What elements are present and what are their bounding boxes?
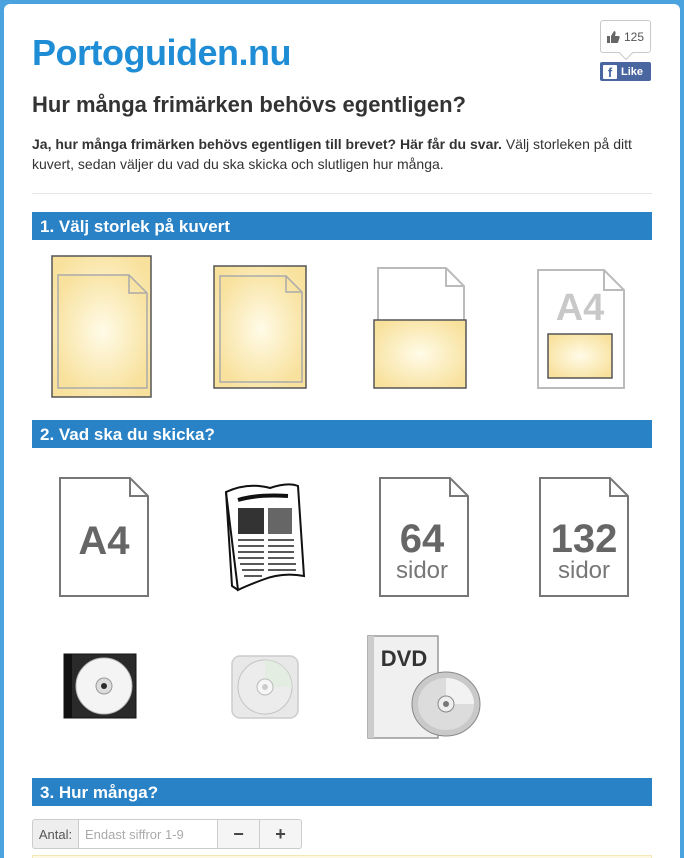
intro-rest: Välj storleken på ditt kuvert, sedan väljer du vad du ska skicka och slutligen hur många. — [32, 136, 632, 172]
64-pages-icon — [370, 472, 480, 602]
envelope-c4-icon — [206, 262, 316, 392]
pages-unit: sidor — [557, 557, 611, 584]
divider — [32, 193, 652, 194]
dvd-label: DVD — [380, 646, 428, 671]
content-option-a4[interactable] — [50, 472, 190, 622]
large-envelope-icon — [44, 252, 164, 402]
pages-number: 132 — [550, 517, 618, 561]
intro-bold: Ja, hur många frimärken behövs egentligen till brevet? Här får du svar. — [32, 136, 502, 152]
section-header-content: 2. Vad ska du skicka? — [32, 420, 652, 448]
page-container — [4, 4, 680, 858]
facebook-like-widget[interactable] — [600, 20, 652, 81]
page-title: Hur många frimärken behövs egentligen? — [32, 92, 466, 117]
content-option-cd-sleeve[interactable] — [224, 646, 364, 796]
increment-button[interactable]: + — [260, 819, 302, 849]
pages-unit: sidor — [395, 557, 449, 584]
content-option-cd-case[interactable] — [60, 646, 200, 796]
132-pages-icon — [530, 472, 640, 602]
cd-sleeve-icon — [224, 646, 314, 726]
section-header-amount: 3. Hur många? — [32, 778, 652, 806]
amount-input-group — [32, 819, 302, 849]
a4-paper-icon — [50, 472, 160, 602]
envelope-c6-icon — [530, 262, 640, 392]
section-header-envelope: 1. Välj storlek på kuvert — [32, 212, 652, 240]
content-option-64-pages[interactable] — [370, 472, 510, 622]
content-option-dvd[interactable] — [364, 632, 504, 782]
a4-paper-label: A4 — [555, 287, 605, 329]
facebook-icon: f — [603, 65, 617, 79]
cd-case-icon — [60, 646, 150, 726]
envelope-option-c4[interactable] — [206, 262, 346, 412]
facebook-like-button[interactable] — [600, 62, 651, 81]
envelope-option-c6[interactable] — [530, 262, 670, 412]
like-count-bubble — [600, 20, 651, 53]
pages-number: 64 — [399, 517, 445, 561]
amount-input[interactable] — [78, 819, 218, 849]
newspaper-icon — [218, 478, 318, 598]
amount-label: Antal: — [32, 819, 78, 849]
envelope-c5-icon — [368, 262, 478, 392]
a4-label: A4 — [78, 519, 130, 563]
like-label: Like — [621, 65, 644, 78]
site-logo[interactable]: Portoguiden.nu — [32, 32, 291, 73]
content-option-132-pages[interactable] — [530, 472, 670, 622]
thumbs-up-icon — [607, 31, 620, 43]
envelope-option-c5[interactable] — [368, 262, 508, 412]
content-option-newspaper[interactable] — [218, 478, 358, 628]
dvd-icon — [364, 632, 484, 742]
decrement-button[interactable]: − — [218, 819, 260, 849]
envelope-option-large[interactable] — [44, 252, 184, 402]
intro-text — [32, 134, 652, 174]
like-count: 125 — [623, 29, 645, 44]
